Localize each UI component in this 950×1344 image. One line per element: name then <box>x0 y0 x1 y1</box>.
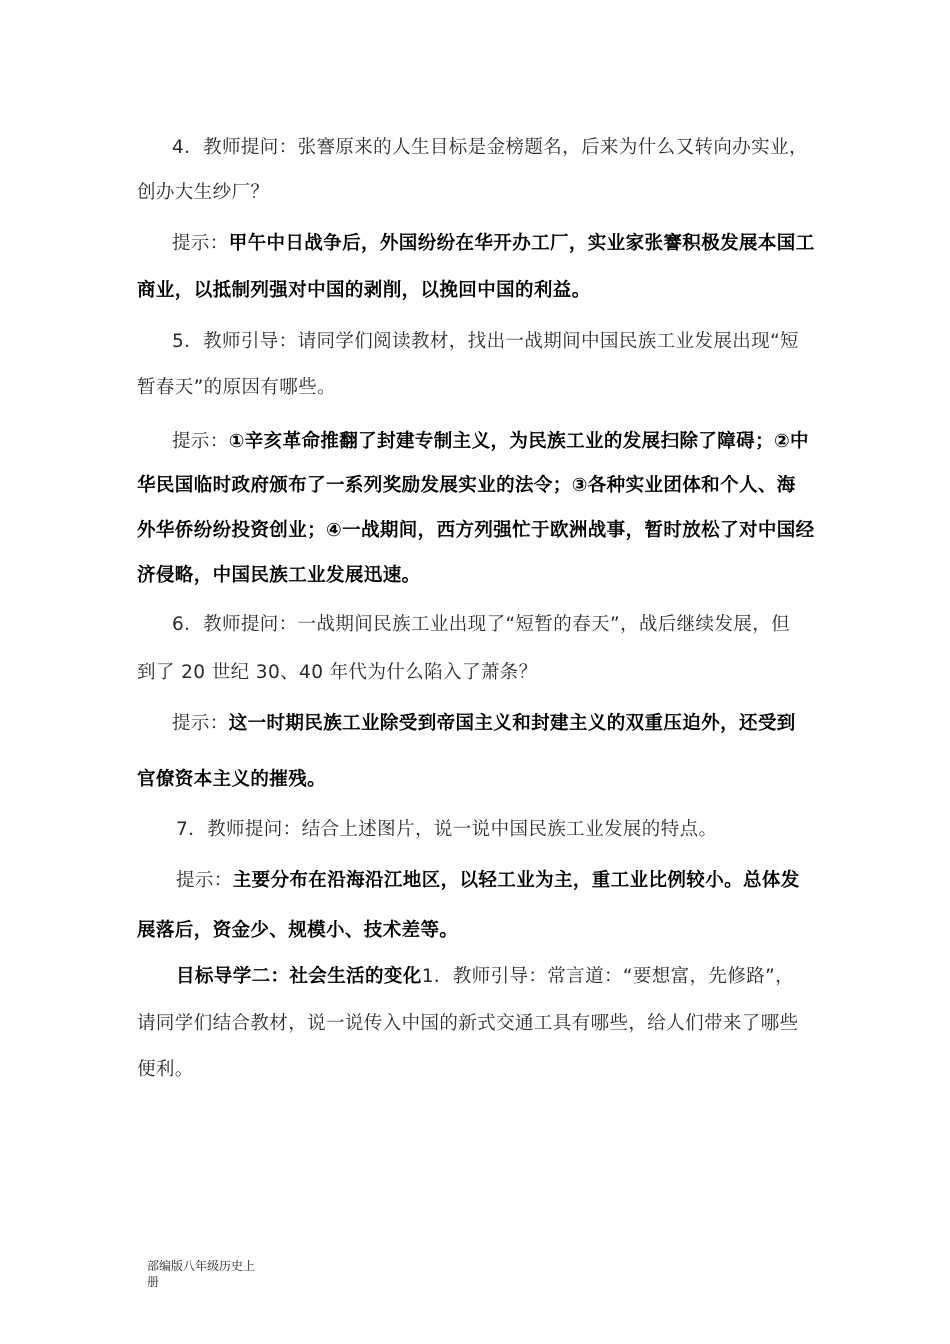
hint-6-text: 这一时期民族工业除受到帝国主义和封建主义的双重压迫外，还受到 <box>228 713 796 734</box>
hint-5-line-4: 济侵略，中国民族工业发展迅速。 <box>137 565 421 586</box>
hint-7-line-2: 展落后，资金少、规模小、技术差等。 <box>137 920 459 941</box>
hint-4-line-1 <box>172 232 815 256</box>
hint-6-line-1 <box>172 712 796 736</box>
hint-7-line-1 <box>176 869 800 893</box>
footer-line-2: 册 <box>147 1275 160 1289</box>
goal-2-line-3: 便利。 <box>137 1059 194 1080</box>
footer-line-1: 部编版八年级历史上 <box>147 1259 256 1273</box>
question-6-line-1: 6．教师提问：一战期间民族工业出现了“短暂的春天”，战后继续发展，但 <box>172 614 791 635</box>
hint-5-line-2: 华民国临时政府颁布了一系列奖励发展实业的法令；③各种实业团体和个人、海 <box>137 475 796 496</box>
hint-label: 提示： <box>172 233 229 254</box>
question-4-line-1: 4．教师提问：张謇原来的人生目标是金榜题名，后来为什么又转向办实业， <box>172 137 808 158</box>
hint-6-line-2: 官僚资本主义的摧残。 <box>137 769 327 790</box>
question-4-line-2: 创办大生纱厂？ <box>137 182 270 203</box>
hint-7-text: 主要分布在沿海沿江地区，以轻工业为主，重工业比例较小。总体发 <box>232 870 800 891</box>
hint-5-line-1 <box>172 430 809 454</box>
question-5-line-1: 5．教师引导：请同学们阅读教材，找出一战期间中国民族工业发展出现“短 <box>172 331 799 352</box>
hint-5-text: ①辛亥革命推翻了封建专制主义，为民族工业的发展扫除了障碍；②中 <box>228 431 809 452</box>
hint-5-line-3: 外华侨纷纷投资创业；④一战期间，西方列强忙于欧洲战事，暂时放松了对中国经 <box>137 520 815 541</box>
goal-2-line-2: 请同学们结合教材，说一说传入中国的新式交通工具有哪些，给人们带来了哪些 <box>137 1013 799 1034</box>
question-7-line-1: 7．教师提问：结合上述图片，说一说中国民族工业发展的特点。 <box>176 819 718 840</box>
hint-label: 提示： <box>176 870 233 891</box>
question-5-line-2: 暂春天”的原因有哪些。 <box>137 377 336 398</box>
hint-4-line-2: 商业，以抵制列强对中国的剥削，以挽回中国的利益。 <box>137 280 591 301</box>
question-6-line-2: 到了 20 世纪 30、40 年代为什么陷入了萧条？ <box>137 662 538 683</box>
hint-label: 提示： <box>172 713 229 734</box>
goal-2-line-1 <box>176 965 794 989</box>
goal-2-heading: 目标导学二：社会生活的变化 <box>176 966 422 987</box>
goal-2-question-start: 1．教师引导：常言道：“要想富，先修路”， <box>421 966 795 987</box>
hint-4-text: 甲午中日战争后，外国纷纷在华开办工厂，实业家张謇积极发展本国工 <box>228 233 815 254</box>
hint-label: 提示： <box>172 431 229 452</box>
